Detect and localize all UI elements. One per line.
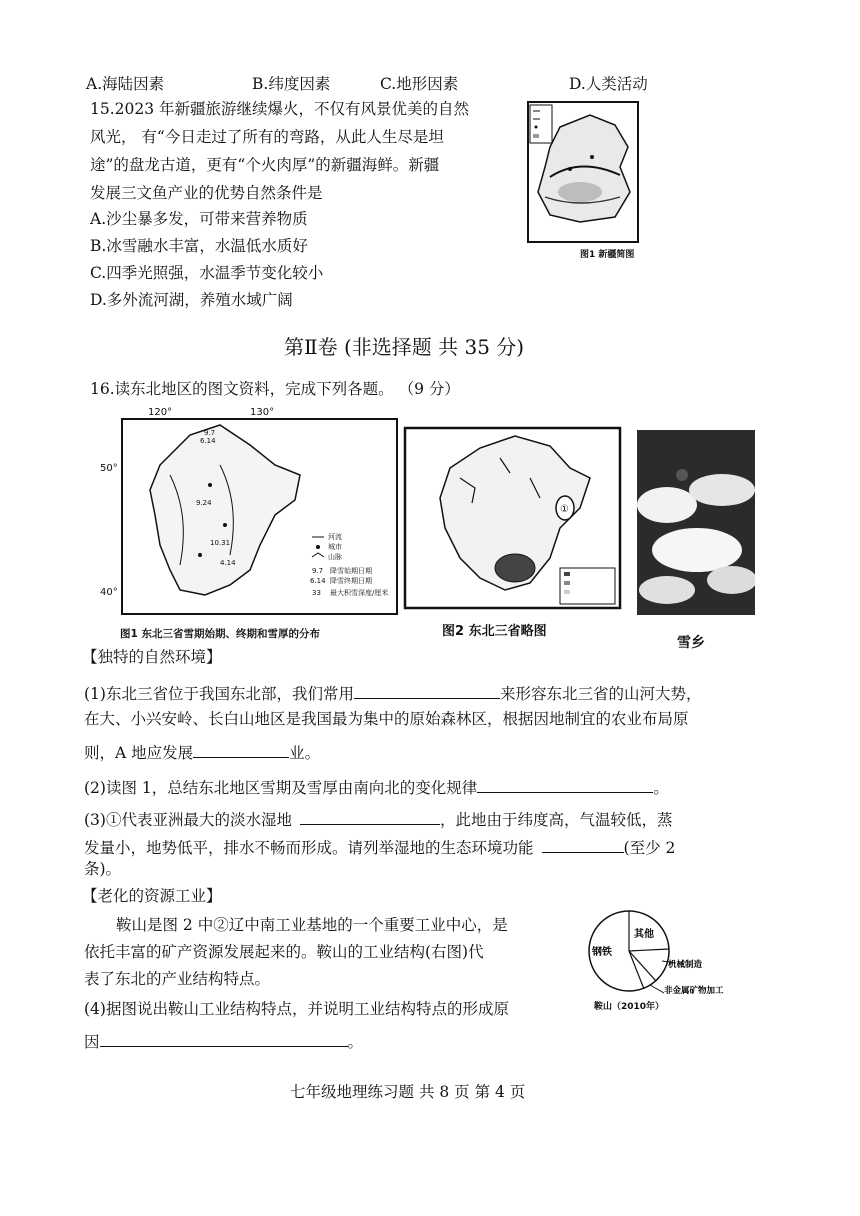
map-date-a: 9.7 xyxy=(204,429,216,437)
q16-1-blank-a[interactable] xyxy=(354,682,500,699)
q16-3-blank-a[interactable] xyxy=(300,808,440,825)
anshan-industry-pie xyxy=(584,905,744,1015)
fig3-caption: 雪乡 xyxy=(677,635,705,651)
q16-4-intro-line-3: 表了东北的产业结构特点。 xyxy=(84,970,271,988)
q16-2-line xyxy=(84,776,669,797)
pie-leader-2 xyxy=(650,985,664,993)
subsection-natural-environment: 【独特的自然环境】 xyxy=(82,648,222,666)
legend-start-sample: 9.7 xyxy=(312,567,324,575)
legend-start: 降雪始期日期 xyxy=(330,567,372,575)
q16-2-text-b: 。 xyxy=(653,779,669,797)
q15-option-b: B.冰雪融水丰富，水温低水质好 xyxy=(90,237,308,255)
xinjiang-map-figure xyxy=(520,97,644,265)
lon-label-130: 130° xyxy=(250,407,275,418)
q16-3-text-a: (3)①代表亚洲最大的淡水湿地 xyxy=(84,811,292,829)
snow-town-graphic xyxy=(637,430,755,615)
q16-1-text-e: 业。 xyxy=(289,744,321,762)
q16-4-intro-line-2: 依托丰富的矿产资源发展起来的。鞍山的工业结构(右图)代 xyxy=(84,943,484,961)
q16-stem: 16.读东北地区的图文资料，完成下列各题。 （9 分） xyxy=(90,380,460,398)
q16-2-text-a: (2)读图 1，总结东北地区雪期及雪厚由南向北的变化规律 xyxy=(84,779,478,797)
subsection-resource-industry: 【老化的资源工业】 xyxy=(82,887,222,905)
section-title: 第Ⅱ卷 (非选择题 共 35 分) xyxy=(284,335,525,359)
xinjiang-map-caption: 图1 新疆简图 xyxy=(580,250,635,260)
fig1-caption: 图1 东北三省雪期始期、终期和雪厚的分布 xyxy=(120,628,320,640)
northeast-snow-map xyxy=(100,405,400,645)
q16-4-blank[interactable] xyxy=(100,1030,348,1047)
snow-map-graphic xyxy=(100,405,400,620)
pie-label-other: 其他 xyxy=(634,929,654,940)
q16-3-blank-b[interactable] xyxy=(542,836,624,853)
q16-3-line-3: 条)。 xyxy=(84,860,122,878)
q14-option-c: C.地形因素 xyxy=(380,75,459,93)
q14-option-d: D.人类活动 xyxy=(569,75,648,93)
q14-option-b: B.纬度因素 xyxy=(252,75,331,93)
page-footer: 七年级地理练习题 共 8 页 第 4 页 xyxy=(290,1083,526,1101)
lon-label-120: 120° xyxy=(148,407,173,418)
fig2-caption: 图2 东北三省略图 xyxy=(442,624,547,639)
pie-graphic xyxy=(584,905,744,1003)
legend-end-sample: 6.14 xyxy=(310,577,326,585)
q16-1-line-1 xyxy=(84,682,701,703)
northeast-three-provinces-map xyxy=(400,418,625,643)
lat-label-40: 40° xyxy=(100,587,118,598)
q16-3-text-c: 发量小，地势低平，排水不畅而形成。请列举湿地的生态环境功能 xyxy=(84,839,534,857)
q16-4-line-1: (4)据图说出鞍山工业结构特点，并说明工业结构特点的形成原 xyxy=(84,1000,509,1018)
pie-label-nonmetal: 非金属矿物加工 xyxy=(664,986,724,996)
q14-option-a: A.海陆因素 xyxy=(86,75,165,93)
map-date-c: 9.24 xyxy=(196,499,212,507)
q15-option-c: C.四季光照强，水温季节变化较小 xyxy=(90,264,324,282)
xinjiang-map-graphic xyxy=(520,97,644,265)
map-date-b: 6.14 xyxy=(200,437,216,445)
q16-1-text-a: (1)东北三省位于我国东北部，我们常用 xyxy=(84,685,354,703)
q16-2-blank[interactable] xyxy=(477,776,653,793)
q15-option-a: A.沙尘暴多发，可带来营养物质 xyxy=(90,210,308,228)
q16-4-text-c: 。 xyxy=(347,1033,364,1051)
q15-line-4: 发展三文鱼产业的优势自然条件是 xyxy=(90,184,323,202)
q16-4-line-2 xyxy=(84,1030,363,1051)
q16-1-line-2: 在大、小兴安岭、长白山地区是我国最为集中的原始森林区，根据因地制宜的农业布局原 xyxy=(84,710,689,728)
q16-3-text-b: ，此地由于纬度高，气温较低，蒸 xyxy=(439,811,673,829)
legend-end: 降雪终期日期 xyxy=(330,577,372,585)
pie-label-machinery: 机械制造 xyxy=(668,960,703,970)
q16-3-text-d: (至少 2 xyxy=(623,839,676,857)
lat-label-50: 50° xyxy=(100,463,118,474)
q16-1-line-3 xyxy=(84,741,320,762)
q16-4-intro-line-1: 鞍山是图 2 中②辽中南工业基地的一个重要工业中心，是 xyxy=(116,916,508,934)
q16-1-text-d: 则，A 地应发展 xyxy=(84,744,194,762)
pie-caption: 鞍山（2010年） xyxy=(594,1002,665,1012)
q16-4-text-b: 因 xyxy=(84,1033,100,1051)
map-date-e: 4.14 xyxy=(220,559,236,567)
marker-1: ① xyxy=(560,504,569,515)
q16-3-line-1 xyxy=(84,808,672,829)
q15-line-3: 途”的盘龙古道，更有“个火肉厚”的新疆海鲜。新疆 xyxy=(90,156,440,174)
q16-1-text-b: 来形容东北三省的山河大势， xyxy=(499,685,702,703)
provinces-map-graphic xyxy=(400,418,625,613)
q15-line-2: 风光， 有“今日走过了所有的弯路，从此人生尽是坦 xyxy=(90,128,444,146)
map-date-d: 10.31 xyxy=(210,539,231,547)
q15-option-d: D.多外流河湖，养殖水域广阔 xyxy=(90,291,293,309)
q16-3-line-2 xyxy=(84,836,675,857)
pie-label-steel: 钢铁 xyxy=(592,947,612,958)
legend-city: 城市 xyxy=(328,543,342,551)
legend-river: 河流 xyxy=(328,533,342,541)
snow-town-photo xyxy=(637,430,757,652)
q16-1-blank-b[interactable] xyxy=(193,741,289,758)
q15-line-1: 15.2023 年新疆旅游继续爆火，不仅有风景优美的自然 xyxy=(90,100,470,118)
legend-depth-sample: 33 xyxy=(312,589,321,597)
legend-mountain: 山脉 xyxy=(328,553,342,561)
legend-depth: 最大积雪深度/厘米 xyxy=(330,589,389,597)
